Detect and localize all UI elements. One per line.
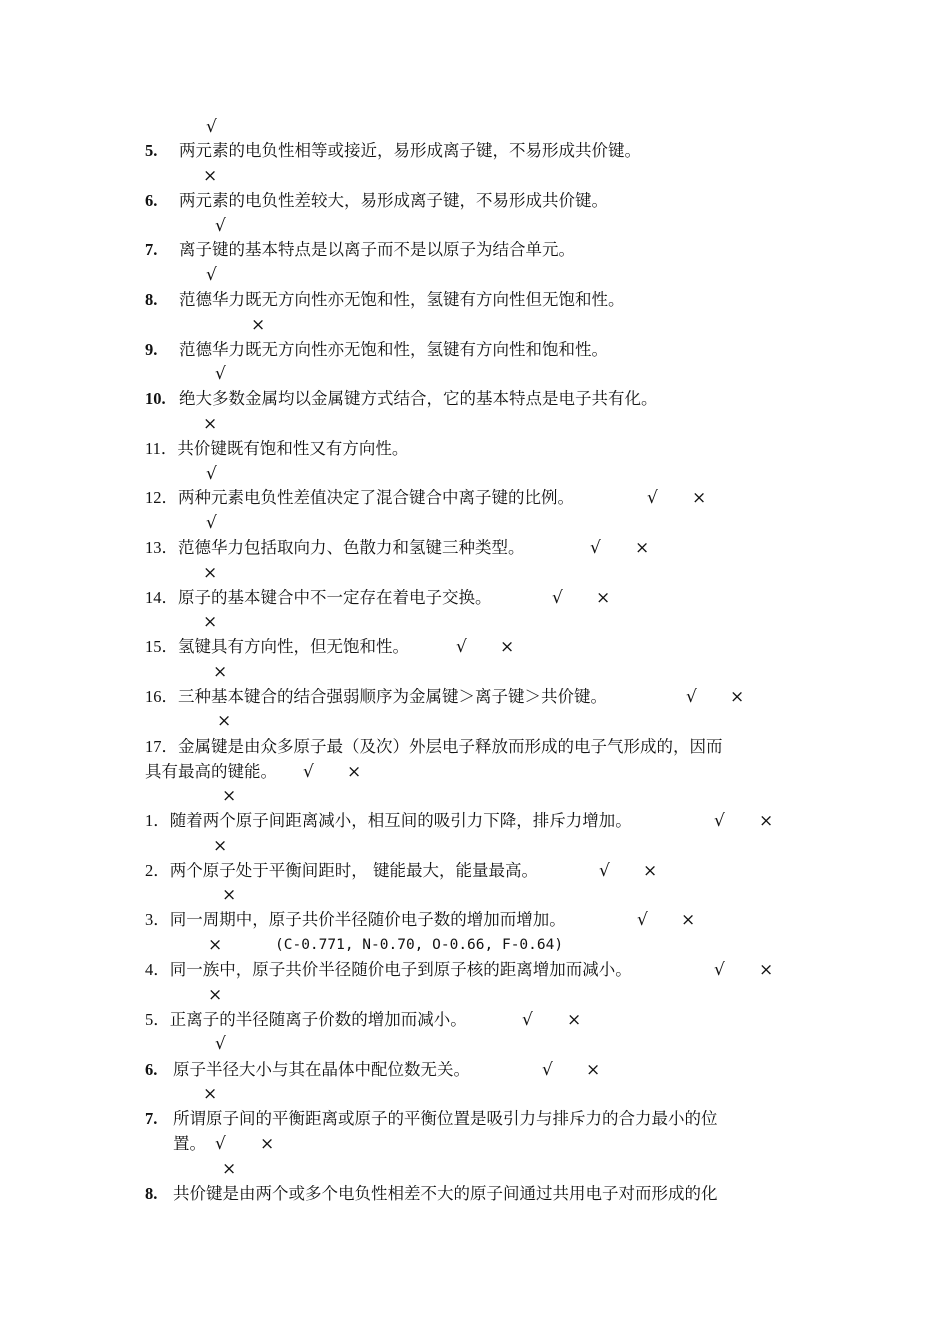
question-17: 17．金属键是由众多原子最（及次）外层电子释放而形成的电子气形成的，因而 bbox=[145, 737, 723, 756]
question-6b: 6. 原子半径大小与其在晶体中配位数无关。 bbox=[145, 1060, 470, 1079]
question-8b: 8. 共价键是由两个或多个电负性相差不大的原子间通过共用电子对而形成的化 bbox=[145, 1184, 718, 1203]
question-2: 2．两个原子处于平衡间距时， 键能最大，能量最高。 bbox=[145, 861, 538, 880]
check-option[interactable]: √ bbox=[599, 861, 610, 881]
question-8a: 8. 范德华力既无方向性亦无饱和性，氢键有方向性但无饱和性。 bbox=[145, 290, 625, 309]
check-option[interactable]: √ bbox=[303, 762, 314, 782]
answer-mark: √ bbox=[206, 265, 217, 285]
question-3: 3．同一周期中，原子共价半径随价电子数的增加而增加。 bbox=[145, 910, 566, 929]
question-9a: 9. 范德华力既无方向性亦无饱和性，氢键有方向性和饱和性。 bbox=[145, 340, 608, 359]
question-16: 16．三种基本键合的结合强弱顺序为金属键＞离子键＞共价键。 bbox=[145, 687, 607, 706]
question-1: 1．随着两个原子间距离减小，相互间的吸引力下降，排斥力增加。 bbox=[145, 811, 632, 830]
cross-option[interactable]: × bbox=[759, 811, 774, 831]
cross-option[interactable]: × bbox=[692, 488, 707, 508]
question-4: 4．同一族中，原子共价半径随价电子到原子核的距离增加而减小。 bbox=[145, 960, 632, 979]
cross-option[interactable]: × bbox=[643, 861, 658, 881]
answer-mark: × bbox=[217, 711, 232, 731]
answer-mark: × bbox=[213, 662, 228, 682]
check-option[interactable]: √ bbox=[714, 960, 725, 980]
answer-mark: × bbox=[251, 315, 266, 335]
answer-mark: × bbox=[222, 1159, 237, 1179]
answer-mark: √ bbox=[206, 117, 217, 137]
check-option[interactable]: √ bbox=[714, 811, 725, 831]
answer-mark: √ bbox=[206, 464, 217, 484]
cross-option[interactable]: × bbox=[260, 1134, 275, 1154]
check-option[interactable]: √ bbox=[522, 1010, 533, 1030]
question-5a: 5. 两元素的电负性相等或接近，易形成离子键，不易形成共价键。 bbox=[145, 141, 641, 160]
cross-option[interactable]: × bbox=[730, 687, 745, 707]
question-13: 13．范德华力包括取向力、色散力和氢键三种类型。 bbox=[145, 538, 525, 557]
question-17-continued: 具有最高的键能。 bbox=[145, 762, 277, 781]
question-14: 14．原子的基本键合中不一定存在着电子交换。 bbox=[145, 588, 492, 607]
answer-mark: √ bbox=[215, 216, 226, 236]
cross-option[interactable]: × bbox=[586, 1060, 601, 1080]
answer-mark: × bbox=[203, 563, 218, 583]
check-option[interactable]: √ bbox=[215, 1134, 226, 1154]
check-option[interactable]: √ bbox=[590, 538, 601, 558]
cross-option[interactable]: × bbox=[567, 1010, 582, 1030]
answer-mark: √ bbox=[215, 364, 226, 384]
check-option[interactable]: √ bbox=[637, 910, 648, 930]
answer-mark: × bbox=[208, 985, 223, 1005]
check-option[interactable]: √ bbox=[647, 488, 658, 508]
cross-option[interactable]: × bbox=[681, 910, 696, 930]
answer-mark: × bbox=[203, 166, 218, 186]
question-10a: 10. 绝大多数金属均以金属键方式结合，它的基本特点是电子共有化。 bbox=[145, 389, 658, 408]
question-6a: 6. 两元素的电负性差较大，易形成离子键，不易形成共价键。 bbox=[145, 191, 608, 210]
check-option[interactable]: √ bbox=[542, 1060, 553, 1080]
question-5b: 5．正离子的半径随离子价数的增加而减小。 bbox=[145, 1010, 467, 1029]
radius-note: (C-0.771, N-0.70, O-0.66, F-0.64) bbox=[275, 937, 564, 953]
question-15: 15．氢键具有方向性，但无饱和性。 bbox=[145, 637, 409, 656]
answer-mark: × bbox=[203, 414, 218, 434]
check-option[interactable]: √ bbox=[552, 588, 563, 608]
question-12: 12．两种元素电负性差值决定了混合键合中离子键的比例。 bbox=[145, 488, 574, 507]
cross-option[interactable]: × bbox=[347, 762, 362, 782]
answer-mark: × bbox=[222, 786, 237, 806]
answer-mark: √ bbox=[215, 1034, 226, 1054]
answer-mark: × bbox=[203, 1084, 218, 1104]
cross-option[interactable]: × bbox=[635, 538, 650, 558]
question-7a: 7. 离子键的基本特点是以离子而不是以原子为结合单元。 bbox=[145, 240, 575, 259]
answer-mark: × bbox=[208, 935, 223, 955]
question-7b: 7. 所谓原子间的平衡距离或原子的平衡位置是吸引力与排斥力的合力最小的位 bbox=[145, 1109, 718, 1128]
answer-mark: × bbox=[222, 885, 237, 905]
question-7b-continued: 置。 bbox=[173, 1134, 206, 1153]
question-11: 11．共价键既有饱和性又有方向性。 bbox=[145, 439, 409, 458]
cross-option[interactable]: × bbox=[759, 960, 774, 980]
cross-option[interactable]: × bbox=[500, 637, 515, 657]
answer-mark: × bbox=[213, 836, 228, 856]
answer-mark: √ bbox=[206, 513, 217, 533]
check-option[interactable]: √ bbox=[686, 687, 697, 707]
check-option[interactable]: √ bbox=[456, 637, 467, 657]
cross-option[interactable]: × bbox=[596, 588, 611, 608]
answer-mark: × bbox=[203, 612, 218, 632]
